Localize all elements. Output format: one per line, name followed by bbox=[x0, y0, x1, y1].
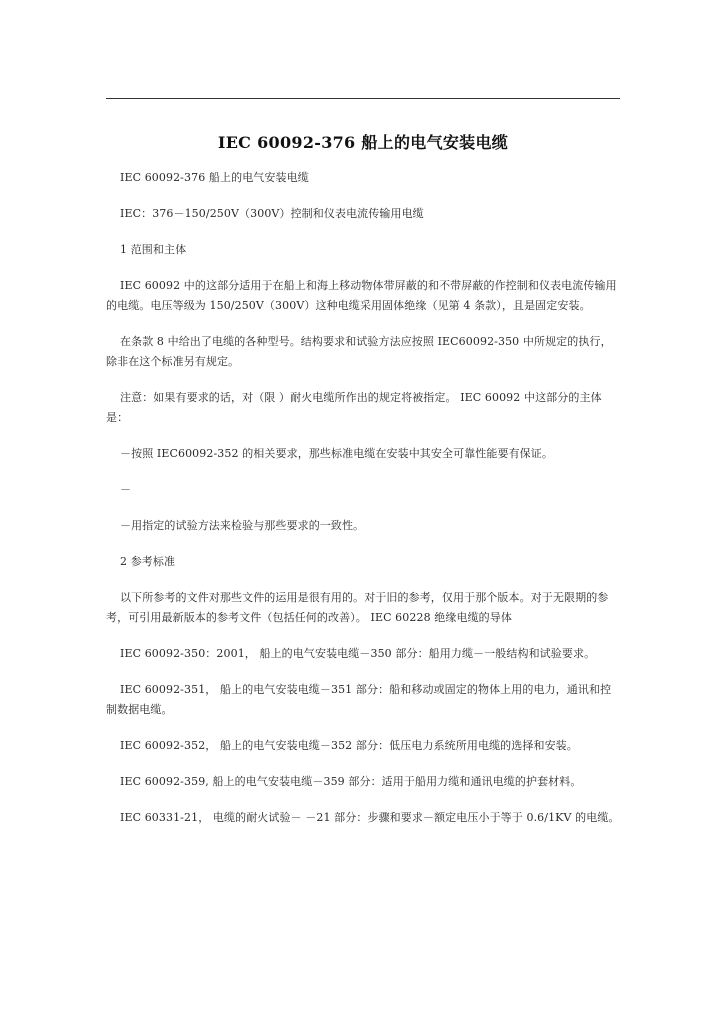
paragraph-note: 注意：如果有要求的话，对（限 ）耐火电缆所作出的规定将被指定。 IEC 60092 中这部分的主体是： bbox=[106, 391, 602, 424]
section-heading-scope: 1 范围和主体 bbox=[120, 243, 187, 256]
paragraph-heading-repeat: IEC 60092-376 船上的电气安装电缆 bbox=[120, 171, 309, 184]
reference-item-60331: IEC 60331-21， 电缆的耐火试验－ －21 部分：步骤和要求－额定电压小于等于 0.6/1KV 的电缆。 bbox=[120, 811, 620, 824]
document-body bbox=[106, 168, 620, 844]
paragraph-cable-type: IEC：376－150/250V（300V）控制和仪表电流传输用电缆 bbox=[120, 207, 424, 220]
section-heading-references: 2 参考标准 bbox=[120, 555, 176, 568]
paragraph-clause-8: 在条款 8 中给出了电缆的各种型号。结构要求和试验方法应按照 IEC60092-350 中所规定的执行，除非在这个标准另有规定。 bbox=[106, 335, 612, 368]
document-title: IEC 60092-376 船上的电气安装电缆 bbox=[217, 133, 509, 152]
list-item-requirement: －按照 IEC60092-352 的相关要求，那些标准电缆在安装中其安全可靠性能要有保证。 bbox=[120, 447, 553, 460]
header-rule bbox=[106, 98, 620, 99]
reference-item-350: IEC 60092-350：2001， 船上的电气安装电缆－350 部分：船用力缆－一般结构和试验要求。 bbox=[120, 647, 596, 660]
reference-item-351: IEC 60092-351， 船上的电气安装电缆－351 部分：船和移动或固定的物体上用的电力，通讯和控制数据电缆。 bbox=[106, 683, 612, 716]
reference-item-359: IEC 60092-359, 船上的电气安装电缆－359 部分：适用于船用力缆和通讯电缆的护套材料。 bbox=[120, 775, 582, 788]
list-item-test-method: －用指定的试验方法来检验与那些要求的一致性。 bbox=[120, 519, 365, 532]
list-item-empty: － bbox=[120, 483, 132, 496]
reference-item-352: IEC 60092-352， 船上的电气安装电缆－352 部分：低压电力系统所用电缆的选择和安装。 bbox=[120, 739, 578, 752]
paragraph-scope: IEC 60092 中的这部分适用于在船上和海上移动物体带屏蔽的和不带屏蔽的作控制和仪表电流传输用的电缆。电压等级为 150/250V（300V）这种电缆采用固体绝缘（见第 4 条款），且是固定安装。 bbox=[106, 279, 617, 312]
paragraph-references-intro: 以下所参考的文件对那些文件的运用是很有用的。对于旧的参考，仅用于那个版本。对于无限期的参考，可引用最新版本的参考文件（包括任何的改善）。 IEC 60228 绝缘电缆的导体 bbox=[106, 591, 609, 624]
